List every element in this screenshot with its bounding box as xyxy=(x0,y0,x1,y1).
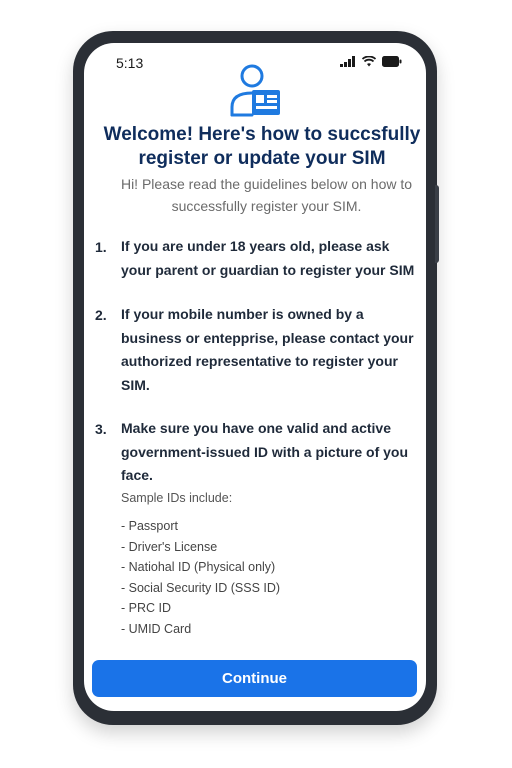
phone-side-button xyxy=(435,185,439,263)
sample-ids-list xyxy=(121,516,280,639)
step-line: government-issued ID with a picture of you xyxy=(121,443,409,460)
list-item: - PRC ID xyxy=(121,601,171,615)
step-line: If you are under 18 years old, please ask xyxy=(121,238,390,254)
list-item: - Passport xyxy=(121,519,178,533)
step-text xyxy=(121,235,426,282)
title-line: register or update your SIM xyxy=(138,148,386,169)
subtitle-line: successfully register your SIM. xyxy=(171,198,362,214)
step-line: authorized representative to register your xyxy=(121,353,398,369)
step-line: face. xyxy=(121,467,153,483)
subtitle-line: Hi! Please read the guidelines below on how to xyxy=(120,176,413,192)
step-number: 1. xyxy=(95,239,107,255)
step-text xyxy=(121,417,426,488)
list-item: - Driver's License xyxy=(121,539,218,554)
step-line: Make sure you have one valid and active xyxy=(121,420,391,436)
wifi-icon xyxy=(362,56,376,67)
signal-icon xyxy=(340,56,356,67)
step-line: business or entepprise, please contact your xyxy=(121,329,414,346)
sample-ids-label: Sample IDs include: xyxy=(121,491,233,505)
status-time: 5:13 xyxy=(116,55,144,71)
battery-icon xyxy=(382,56,402,67)
list-item: - Social Security ID (SSS ID) xyxy=(121,580,281,595)
list-item: - UMID Card xyxy=(121,621,192,636)
continue-button[interactable]: Continue xyxy=(92,660,417,697)
step-number: 3. xyxy=(95,421,107,437)
step-number: 2. xyxy=(95,307,107,323)
step-line: SIM. xyxy=(121,376,150,393)
step-line: your parent or guardian to register your SIM xyxy=(121,261,415,278)
step-text xyxy=(121,303,426,397)
list-item: - Natiohal ID (Physical only) xyxy=(121,560,276,574)
user-id-card-icon xyxy=(228,63,284,121)
step-line: If your mobile number is owned by a xyxy=(121,306,364,322)
page-subtitle xyxy=(94,173,426,217)
page-title xyxy=(94,123,426,171)
status-icons xyxy=(340,56,402,67)
phone-screen xyxy=(84,43,426,711)
title-line: Welcome! Here's how to succsfully xyxy=(103,124,421,145)
